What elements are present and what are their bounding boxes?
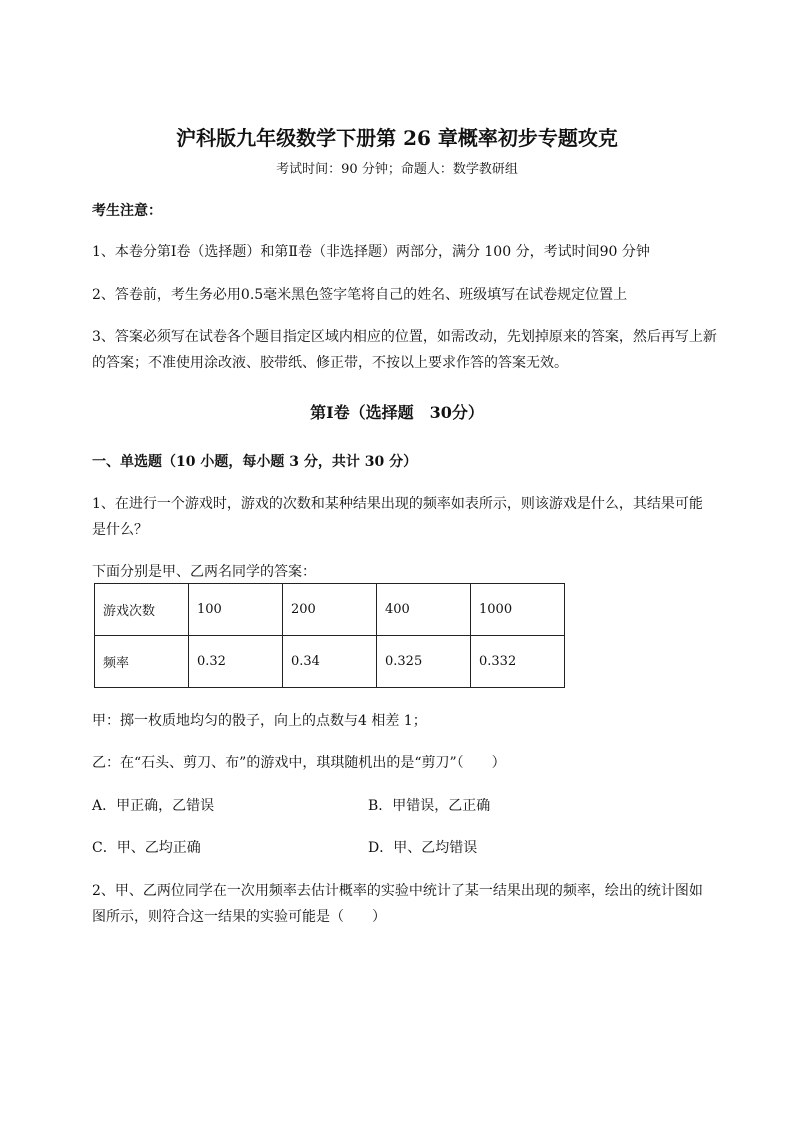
q1-option-d[interactable]: D．甲、乙均错误 (368, 840, 478, 856)
table-cell: 0.332 (471, 636, 565, 688)
notice-item-3: 3、答案必须写在试卷各个题目指定区域内相应的位置，如需改动，先划掉原来的答案，然后再写上新 (92, 329, 717, 345)
part-heading: 一、单选题（10 小题，每小题 3 分，共计 30 分） (92, 454, 418, 470)
page-title: 沪科版九年级数学下册第 26 章概率初步专题攻克 (176, 126, 618, 150)
q1-intro: 下面分别是甲、乙两名同学的答案： (92, 564, 316, 580)
table-cell: 200 (283, 584, 377, 636)
frequency-table (94, 583, 565, 688)
notice-item-3-cont: 的答案；不准使用涂改液、胶带纸、修正带，不按以上要求作答的答案无效。 (92, 355, 568, 371)
table-cell: 0.32 (189, 636, 283, 688)
table-cell: 0.34 (283, 636, 377, 688)
q2-stem-cont: 图所示，则符合这一结果的实验可能是（ ） (92, 909, 386, 925)
notice-heading: 考生注意： (92, 203, 162, 219)
notice-item-2: 2、答卷前，考生务必用0.5毫米黑色签字笔将自己的姓名、班级填写在试卷规定位置上 (92, 287, 628, 303)
notice-item-1: 1、本卷分第Ⅰ卷（选择题）和第Ⅱ卷（非选择题）两部分，满分 100 分，考试时间90 分钟 (92, 244, 650, 260)
q1-option-c[interactable]: C．甲、乙均正确 (92, 840, 201, 856)
table-row (95, 636, 565, 688)
table-cell: 游戏次数 (95, 584, 189, 636)
q1-option-a[interactable]: A．甲正确，乙错误 (92, 798, 215, 814)
q1-answer-yi: 乙：在“石头、剪刀、布”的游戏中，琪琪随机出的是“剪刀”（ ） (92, 755, 506, 771)
exam-info: 考试时间：90 分钟；命题人：数学教研组 (276, 162, 518, 177)
q1-option-b[interactable]: B．甲错误，乙正确 (368, 798, 491, 814)
q1-stem-cont: 是什么？ (92, 522, 148, 538)
q1-stem: 1、在进行一个游戏时，游戏的次数和某种结果出现的频率如表所示，则该游戏是什么，其结果可能 (92, 496, 703, 512)
table-cell: 频率 (95, 636, 189, 688)
table-cell: 400 (377, 584, 471, 636)
q1-answer-jia: 甲：掷一枚质地均匀的骰子，向上的点数与4 相差 1； (92, 713, 427, 729)
table-cell: 1000 (471, 584, 565, 636)
table-row (95, 584, 565, 636)
q2-stem: 2、甲、乙两位同学在一次用频率去估计概率的实验中统计了某一结果出现的频率，绘出的统计图如 (92, 883, 703, 899)
table-cell: 0.325 (377, 636, 471, 688)
section-title: 第Ⅰ卷（选择题 30分） (310, 403, 484, 422)
table-cell: 100 (189, 584, 283, 636)
